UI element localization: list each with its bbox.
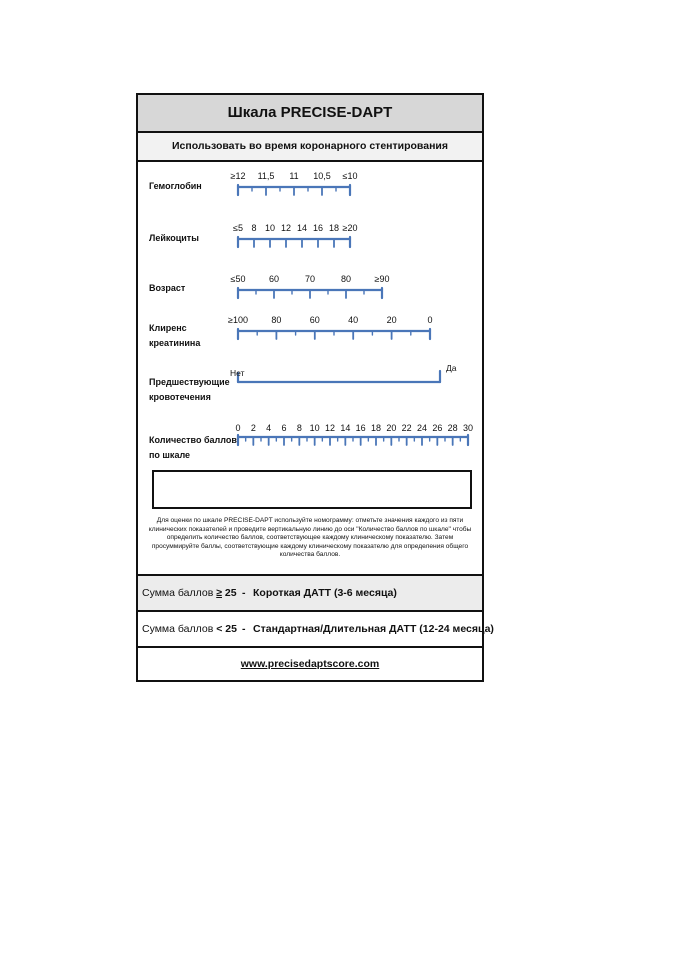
clearance-label-line2: креатинина bbox=[149, 338, 201, 348]
score-tick-label: 28 bbox=[447, 423, 458, 433]
age-tick-label: 80 bbox=[340, 274, 352, 284]
result-dash: - bbox=[242, 623, 246, 635]
age-tick-label: 60 bbox=[268, 274, 280, 284]
score-label-line1: Количество баллов bbox=[149, 435, 237, 445]
hemoglobin-tick-label: ≥12 bbox=[230, 171, 246, 181]
hemoglobin-label: Гемоглобин bbox=[149, 181, 202, 191]
leukocytes-tick-label: 18 bbox=[328, 223, 340, 233]
score-tick-label: 26 bbox=[432, 423, 443, 433]
result-dash: - bbox=[242, 587, 246, 599]
age-tick-label: ≥90 bbox=[374, 274, 390, 284]
precise-dapt-card bbox=[136, 93, 494, 682]
clearance-tick-label: 40 bbox=[348, 315, 359, 325]
clearance-label-line1: Клиренс bbox=[149, 323, 187, 333]
score-tick-label: 10 bbox=[309, 423, 320, 433]
score-tick-label: 16 bbox=[355, 423, 366, 433]
hemoglobin-tick-label: 10,5 bbox=[313, 171, 331, 181]
score-entry-box bbox=[152, 470, 472, 509]
clearance-tick-label: 80 bbox=[271, 315, 282, 325]
bleeding-label-line2: кровотечения bbox=[149, 392, 211, 402]
leukocytes-tick-label: 12 bbox=[280, 223, 292, 233]
score-tick-label: 4 bbox=[266, 423, 272, 433]
result-condition: Сумма баллов ≥ 25 bbox=[142, 587, 237, 599]
score-tick-label: 30 bbox=[462, 423, 474, 433]
score-tick-label: 18 bbox=[370, 423, 382, 433]
score-tick-label: 22 bbox=[401, 423, 412, 433]
leukocytes-tick-label: 16 bbox=[312, 223, 324, 233]
hemoglobin-tick-label: ≤10 bbox=[342, 171, 358, 181]
leukocytes-label: Лейкоциты bbox=[149, 233, 199, 243]
leukocytes-tick-label: 14 bbox=[296, 223, 308, 233]
bleeding-no-label: Нет bbox=[230, 368, 245, 378]
score-tick-label: 6 bbox=[281, 423, 287, 433]
score-tick-label: 20 bbox=[386, 423, 397, 433]
score-tick-label: 0 bbox=[235, 423, 241, 433]
hemoglobin-tick-label: 11 bbox=[289, 171, 299, 181]
leukocytes-tick-label: ≥20 bbox=[342, 223, 358, 233]
score-tick-label: 12 bbox=[324, 423, 336, 433]
leukocytes-tick-label: 10 bbox=[264, 223, 276, 233]
bleeding-yes-label: Да bbox=[446, 363, 457, 373]
clearance-tick-label: 20 bbox=[386, 315, 397, 325]
result-text: Короткая ДАТТ (3-6 месяца) bbox=[253, 587, 397, 599]
score-tick-label: 2 bbox=[250, 423, 256, 433]
score-tick-label: 14 bbox=[340, 423, 351, 433]
age-tick-label: ≤50 bbox=[230, 274, 246, 284]
clearance-tick-label: 0 bbox=[427, 315, 433, 325]
score-label-line2: по шкале bbox=[149, 450, 191, 460]
score-tick-label: 24 bbox=[416, 423, 428, 433]
bleeding-label-line1: Предшествующие bbox=[149, 377, 230, 387]
clearance-tick-label: ≥100 bbox=[228, 315, 248, 325]
result-row-short bbox=[138, 574, 482, 610]
age-label: Возраст bbox=[149, 283, 186, 293]
page-title: Шкала PRECISE-DAPT bbox=[138, 95, 482, 133]
clearance-tick-label: 60 bbox=[309, 315, 320, 325]
subtitle: Использовать во время коронарного стентирования bbox=[138, 133, 482, 162]
result-row-standard bbox=[138, 610, 494, 646]
result-condition: Сумма баллов < 25 bbox=[142, 623, 237, 635]
footer-link[interactable]: www.precisedaptscore.com bbox=[138, 646, 482, 682]
score-tick-label: 8 bbox=[296, 423, 302, 433]
age-tick-label: 70 bbox=[304, 274, 316, 284]
leukocytes-tick-label: ≤5 bbox=[233, 223, 243, 233]
instructions-text: Для оценки по шкале PRECISE-DAPT используйте номограмму: отметьте значения каждого из пяти клинических показателей и проведите вертикальную линию до оси "Количество баллов по шкале" чтобы определить количество баллов, соответствующее каждому клиническому показателю. Затем просуммируйте баллы, соответствующие каждому клиническому показателю для определения общего количества баллов. bbox=[148, 517, 472, 559]
hemoglobin-tick-label: 11,5 bbox=[257, 171, 275, 181]
result-text: Стандартная/Длительная ДАТТ (12-24 месяца) bbox=[253, 623, 494, 635]
nomogram-lines bbox=[138, 95, 482, 475]
leukocytes-tick-label: 8 bbox=[251, 223, 257, 233]
